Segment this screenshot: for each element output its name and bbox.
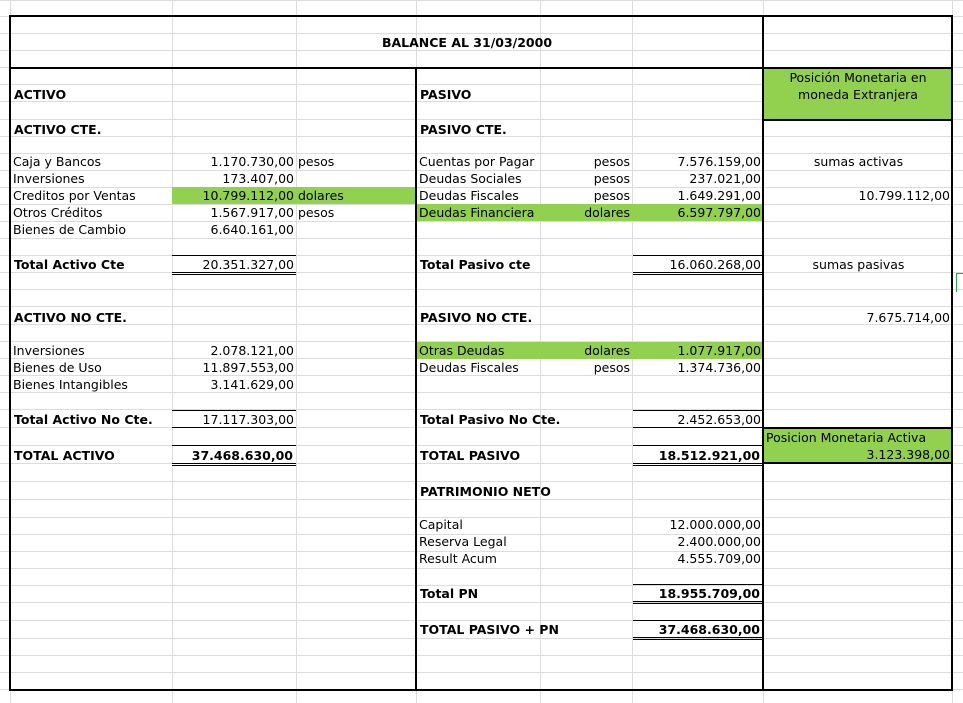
total-pasivo-no-cte-underline bbox=[633, 427, 762, 428]
grid-row-line bbox=[0, 392, 963, 393]
total-activo-value: 37.468.630,00 bbox=[191, 448, 293, 463]
grid-row-line bbox=[0, 409, 963, 410]
grid-col-line bbox=[296, 0, 297, 703]
pasivo-cte-currency: pesos bbox=[593, 171, 630, 186]
pasivo-no-cte-value: 1.374.736,00 bbox=[677, 360, 761, 375]
sumas-pasivas-label: sumas pasivas bbox=[812, 257, 905, 272]
posicion-header: Posición Monetaria en moneda Extranjera bbox=[789, 70, 927, 102]
total-pn-value: 18.955.709,00 bbox=[658, 586, 760, 601]
grid-row-line bbox=[0, 289, 963, 290]
sumas-activas-label: sumas activas bbox=[813, 154, 904, 169]
activo-cte-value: 1.170.730,00 bbox=[210, 154, 294, 169]
total-pasivo-underline bbox=[633, 463, 762, 464]
activo-cte-label: Bienes de Cambio bbox=[13, 222, 127, 237]
total-activo-no-cte-value: 17.117.303,00 bbox=[202, 412, 294, 427]
activo-no-cte-value: 3.141.629,00 bbox=[210, 377, 294, 392]
total-activo-no-cte-underline bbox=[172, 427, 296, 428]
total-pn-underline bbox=[633, 603, 762, 604]
patrimonio-label: Capital bbox=[419, 517, 463, 532]
patrimonio-value: 12.000.000,00 bbox=[669, 517, 761, 532]
selection-marker bbox=[956, 273, 957, 292]
total-pasivo-cte-label: Total Pasivo cte bbox=[420, 257, 531, 272]
border-left bbox=[9, 15, 11, 691]
pasivo-no-cte-value: 1.077.917,00 bbox=[677, 343, 761, 358]
total-pasivo-pn-value: 37.468.630,00 bbox=[658, 622, 760, 637]
patrimonio-label: Reserva Legal bbox=[419, 534, 507, 549]
total-activo-cte-underline bbox=[172, 274, 296, 275]
activo-cte-currency: dolares bbox=[298, 188, 344, 203]
activo-no-cte-label: Bienes de Uso bbox=[13, 360, 102, 375]
sumas-activas-value: 10.799.112,00 bbox=[858, 188, 950, 203]
total-pn-label: Total PN bbox=[420, 586, 479, 601]
total-activo-no-cte-label: Total Activo No Cte. bbox=[14, 412, 153, 427]
activo-no-cte-label: Bienes Intangibles bbox=[13, 377, 128, 392]
total-pasivo-value: 18.512.921,00 bbox=[658, 448, 760, 463]
sumas-pasivas-value: 7.675.714,00 bbox=[866, 310, 950, 325]
pasivo-cte-value: 237.021,00 bbox=[689, 171, 761, 186]
total-pasivo-pn-underline bbox=[633, 637, 762, 638]
posicion-header-bottom bbox=[763, 119, 953, 121]
total-pasivo-no-cte-value: 2.452.653,00 bbox=[677, 412, 761, 427]
total-pasivo-cte-underline bbox=[633, 272, 762, 273]
total-pasivo-cte-underline bbox=[633, 274, 762, 275]
patrimonio-value: 2.400.000,00 bbox=[677, 534, 761, 549]
activo-cte-label: Inversiones bbox=[13, 171, 85, 186]
total-pasivo-underline bbox=[633, 465, 762, 466]
activo-no-cte-value: 2.078.121,00 bbox=[210, 343, 294, 358]
grid-row-line bbox=[0, 517, 963, 518]
total-pasivo-label: TOTAL PASIVO bbox=[420, 448, 521, 463]
activo-cte-value: 6.640.161,00 bbox=[210, 222, 294, 237]
activo-no-cte-header: ACTIVO NO CTE. bbox=[14, 310, 127, 325]
patrimonio-label: Result Acum bbox=[419, 551, 497, 566]
pasivo-cte-currency: pesos bbox=[593, 188, 630, 203]
pasivo-cte-label: Deudas Sociales bbox=[419, 171, 522, 186]
pasivo-header: PASIVO bbox=[420, 87, 472, 102]
activo-cte-label: Caja y Bancos bbox=[13, 154, 102, 169]
activo-cte-label: Otros Créditos bbox=[13, 205, 103, 220]
activo-cte-value: 10.799.112,00 bbox=[202, 188, 294, 203]
activo-cte-value: 173.407,00 bbox=[222, 171, 294, 186]
grid-row-line bbox=[0, 221, 963, 222]
patrimonio-value: 4.555.709,00 bbox=[677, 551, 761, 566]
grid-row-line bbox=[0, 568, 963, 569]
posicion-activa-label: Posicion Monetaria Activa bbox=[766, 430, 927, 445]
total-activo-underline-top bbox=[172, 445, 296, 446]
grid-row-line bbox=[0, 602, 963, 603]
pasivo-no-cte-label: Otras Deudas bbox=[419, 343, 505, 358]
grid-row-line bbox=[0, 655, 963, 656]
total-activo-underline bbox=[172, 463, 296, 464]
total-pasivo-pn-label: TOTAL PASIVO + PN bbox=[420, 622, 559, 637]
patrimonio-header: PATRIMONIO NETO bbox=[420, 484, 551, 499]
grid-row-line bbox=[0, 0, 963, 1]
activo-cte-currency: pesos bbox=[298, 205, 335, 220]
total-pasivo-no-cte-label: Total Pasivo No Cte. bbox=[420, 412, 561, 427]
activo-cte-label: Creditos por Ventas bbox=[13, 188, 136, 203]
total-activo-underline bbox=[172, 465, 296, 466]
grid-row-line bbox=[0, 672, 963, 673]
grid-row-line bbox=[0, 481, 963, 482]
pasivo-cte-value: 1.649.291,00 bbox=[677, 188, 761, 203]
pasivo-no-cte-label: Deudas Fiscales bbox=[419, 360, 519, 375]
total-activo-label: TOTAL ACTIVO bbox=[14, 448, 115, 463]
pasivo-no-cte-header: PASIVO NO CTE. bbox=[420, 310, 533, 325]
pasivo-cte-currency: dolares bbox=[584, 205, 630, 220]
border-right bbox=[951, 15, 953, 691]
grid-row-line bbox=[0, 306, 963, 307]
total-pasivo-cte-value: 16.060.268,00 bbox=[669, 257, 761, 272]
activo-cte-header: ACTIVO CTE. bbox=[14, 122, 102, 137]
posicion-activa-value: 3.123.398,00 bbox=[866, 447, 950, 462]
grid-row-line bbox=[0, 238, 963, 239]
selection-marker bbox=[956, 273, 963, 274]
border-middle bbox=[415, 67, 417, 691]
border-bottom bbox=[10, 689, 953, 691]
total-activo-cte-label: Total Activo Cte bbox=[14, 257, 125, 272]
total-activo-cte-value: 20.351.327,00 bbox=[202, 257, 294, 272]
pasivo-cte-label: Cuentas por Pagar bbox=[419, 154, 535, 169]
grid-row-line bbox=[0, 585, 963, 586]
pasivo-no-cte-currency: pesos bbox=[593, 360, 630, 375]
border-top bbox=[10, 15, 953, 17]
total-pn-underline bbox=[633, 601, 762, 602]
border-right-inner bbox=[762, 15, 764, 691]
activo-no-cte-value: 11.897.553,00 bbox=[202, 360, 294, 375]
pasivo-cte-header: PASIVO CTE. bbox=[420, 122, 507, 137]
pasivo-cte-label: Deudas Financiera bbox=[419, 205, 535, 220]
total-pasivo-pn-underline bbox=[633, 639, 762, 640]
activo-header: ACTIVO bbox=[14, 87, 67, 102]
total-activo-cte-underline bbox=[172, 272, 296, 273]
balance-title: BALANCE AL 31/03/2000 bbox=[381, 35, 553, 50]
activo-cte-value: 1.567.917,00 bbox=[210, 205, 294, 220]
pasivo-cte-currency: pesos bbox=[593, 154, 630, 169]
activo-no-cte-label: Inversiones bbox=[13, 343, 85, 358]
activo-cte-currency: pesos bbox=[298, 154, 335, 169]
pasivo-cte-value: 7.576.159,00 bbox=[677, 154, 761, 169]
grid-row-line bbox=[0, 638, 963, 639]
pasivo-cte-label: Deudas Fiscales bbox=[419, 188, 519, 203]
pasivo-no-cte-currency: dolares bbox=[584, 343, 630, 358]
pasivo-cte-value: 6.597.797,00 bbox=[677, 205, 761, 220]
total-pasivo-underline-top bbox=[633, 445, 762, 446]
